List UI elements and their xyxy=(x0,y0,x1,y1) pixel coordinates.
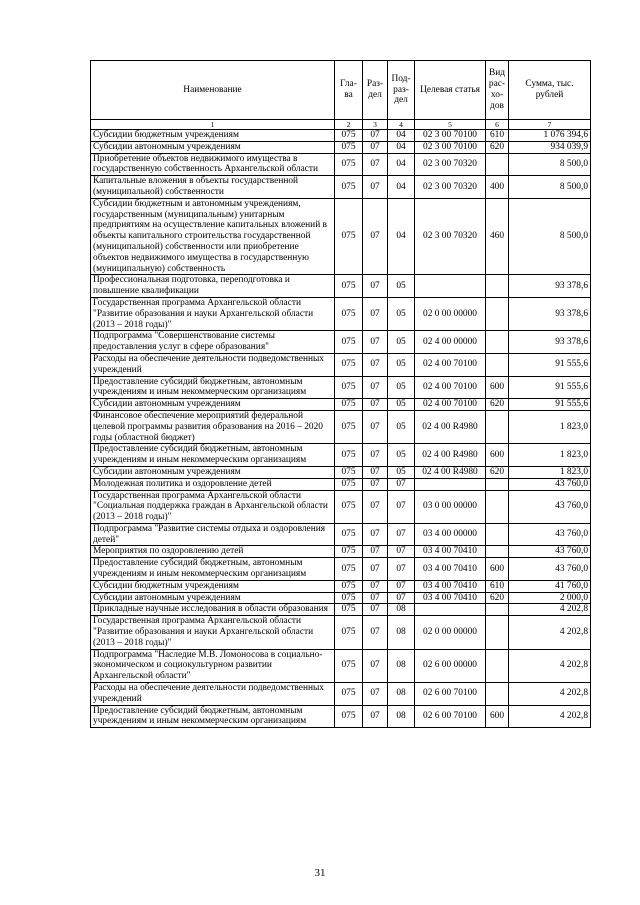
row-podrazdel: 05 xyxy=(388,410,415,443)
table-row xyxy=(91,376,591,399)
row-sum: 43 760,0 xyxy=(509,546,591,558)
header-glava: Гла-ва xyxy=(335,61,363,120)
row-podrazdel: 05 xyxy=(388,466,415,478)
table-row xyxy=(91,523,591,546)
table-row xyxy=(91,580,591,592)
row-razdel: 07 xyxy=(363,466,388,478)
row-name: Субсидии автономным учреждениям xyxy=(91,141,335,153)
row-sum: 1 076 394,6 xyxy=(509,130,591,142)
row-glava: 075 xyxy=(335,153,363,176)
table-row xyxy=(91,275,591,298)
row-name: Субсидии автономным учреждениям xyxy=(91,592,335,604)
row-podrazdel: 08 xyxy=(388,649,415,682)
row-podrazdel: 04 xyxy=(388,176,415,199)
row-razdel: 07 xyxy=(363,490,388,523)
row-code: 02 4 00 R4980 xyxy=(415,410,486,443)
row-vid xyxy=(486,410,509,443)
row-vid xyxy=(486,523,509,546)
row-glava: 075 xyxy=(335,410,363,443)
row-podrazdel: 07 xyxy=(388,523,415,546)
row-code: 03 4 00 70410 xyxy=(415,580,486,592)
row-vid: 610 xyxy=(486,130,509,142)
row-razdel: 07 xyxy=(363,331,388,354)
table-row xyxy=(91,705,591,728)
row-vid: 460 xyxy=(486,198,509,275)
row-sum: 41 760,0 xyxy=(509,580,591,592)
row-vid xyxy=(486,297,509,330)
table-row xyxy=(91,444,591,467)
row-podrazdel: 05 xyxy=(388,353,415,376)
row-sum: 8 500,0 xyxy=(509,176,591,199)
row-code xyxy=(415,275,486,298)
row-razdel: 07 xyxy=(363,546,388,558)
row-razdel: 07 xyxy=(363,616,388,649)
row-vid: 620 xyxy=(486,141,509,153)
page-number: 31 xyxy=(314,867,326,879)
row-name: Прикладные научные исследования в области образования xyxy=(91,604,335,616)
table-row xyxy=(91,297,591,330)
row-name: Предоставление субсидий бюджетным, автономным учреждениям и иным некоммерческим организациям xyxy=(91,558,335,581)
row-podrazdel: 07 xyxy=(388,592,415,604)
row-sum: 43 760,0 xyxy=(509,523,591,546)
row-sum: 93 378,6 xyxy=(509,297,591,330)
table-row xyxy=(91,331,591,354)
row-glava: 075 xyxy=(335,580,363,592)
row-code: 02 4 00 00000 xyxy=(415,331,486,354)
row-name: Предоставление субсидий бюджетным, автономным учреждениям и иным некоммерческим организациям xyxy=(91,444,335,467)
row-sum: 91 555,6 xyxy=(509,399,591,411)
table-row xyxy=(91,490,591,523)
row-glava: 075 xyxy=(335,466,363,478)
header-razdel: Раз-дел xyxy=(363,61,388,120)
row-sum: 934 039,9 xyxy=(509,141,591,153)
row-glava: 075 xyxy=(335,376,363,399)
row-glava: 075 xyxy=(335,546,363,558)
table-row xyxy=(91,130,591,142)
row-razdel: 07 xyxy=(363,275,388,298)
row-podrazdel: 08 xyxy=(388,705,415,728)
row-glava: 075 xyxy=(335,558,363,581)
row-vid xyxy=(486,153,509,176)
header-podrazdel: Под-раз-дел xyxy=(388,61,415,120)
row-podrazdel: 05 xyxy=(388,376,415,399)
row-vid xyxy=(486,353,509,376)
row-glava: 075 xyxy=(335,604,363,616)
row-podrazdel: 07 xyxy=(388,478,415,490)
row-name: Финансовое обеспечение мероприятий федеральной целевой программы развития образования на 2016 – 2020 годы (областной бюджет) xyxy=(91,410,335,443)
table-row xyxy=(91,604,591,616)
row-name: Капитальные вложения в объекты государственной (муниципальной) собственности xyxy=(91,176,335,199)
table-row xyxy=(91,592,591,604)
row-glava: 075 xyxy=(335,444,363,467)
row-name: Государственная программа Архангельской области "Социальная поддержка граждан в Архангельской области (2013 – 2018 годы)" xyxy=(91,490,335,523)
row-razdel: 07 xyxy=(363,580,388,592)
table-body xyxy=(91,130,591,728)
row-razdel: 07 xyxy=(363,649,388,682)
row-name: Субсидии автономным учреждениям xyxy=(91,466,335,478)
table-row xyxy=(91,153,591,176)
row-vid: 610 xyxy=(486,580,509,592)
row-razdel: 07 xyxy=(363,705,388,728)
row-sum: 1 823,0 xyxy=(509,410,591,443)
budget-table xyxy=(90,60,591,728)
row-vid: 620 xyxy=(486,399,509,411)
table-row xyxy=(91,546,591,558)
row-podrazdel: 07 xyxy=(388,546,415,558)
row-glava: 075 xyxy=(335,198,363,275)
row-sum: 2 000,0 xyxy=(509,592,591,604)
row-razdel: 07 xyxy=(363,198,388,275)
row-razdel: 07 xyxy=(363,376,388,399)
row-name: Расходы на обеспечение деятельности подведомственных учреждений xyxy=(91,353,335,376)
column-number: 5 xyxy=(415,120,486,130)
row-name: Субсидии бюджетным учреждениям xyxy=(91,130,335,142)
row-name: Подпрограмма "Совершенствование системы предоставления услуг в сфере образования" xyxy=(91,331,335,354)
row-podrazdel: 08 xyxy=(388,604,415,616)
row-vid xyxy=(486,478,509,490)
row-code: 02 4 00 70100 xyxy=(415,353,486,376)
row-razdel: 07 xyxy=(363,130,388,142)
row-glava: 075 xyxy=(335,331,363,354)
row-glava: 075 xyxy=(335,130,363,142)
table-row xyxy=(91,176,591,199)
row-name: Предоставление субсидий бюджетным, автономным учреждениям и иным некоммерческим организациям xyxy=(91,376,335,399)
header-summa: Сумма, тыс. рублей xyxy=(509,61,591,120)
row-podrazdel: 05 xyxy=(388,297,415,330)
row-vid xyxy=(486,490,509,523)
row-sum: 91 555,6 xyxy=(509,353,591,376)
row-glava: 075 xyxy=(335,176,363,199)
header-row xyxy=(91,61,591,120)
row-code: 02 6 00 70100 xyxy=(415,683,486,706)
row-code: 02 3 00 70320 xyxy=(415,198,486,275)
column-number: 1 xyxy=(91,120,335,130)
row-razdel: 07 xyxy=(363,153,388,176)
row-code: 02 3 00 70320 xyxy=(415,176,486,199)
row-razdel: 07 xyxy=(363,410,388,443)
row-code: 03 4 00 00000 xyxy=(415,523,486,546)
row-vid xyxy=(486,616,509,649)
row-razdel: 07 xyxy=(363,478,388,490)
row-podrazdel: 04 xyxy=(388,130,415,142)
column-number: 7 xyxy=(509,120,591,130)
table-row xyxy=(91,410,591,443)
row-vid xyxy=(486,546,509,558)
row-podrazdel: 05 xyxy=(388,444,415,467)
row-name: Субсидии автономным учреждениям xyxy=(91,399,335,411)
row-vid: 620 xyxy=(486,592,509,604)
row-podrazdel: 04 xyxy=(388,153,415,176)
row-code: 03 4 00 70410 xyxy=(415,558,486,581)
row-razdel: 07 xyxy=(363,141,388,153)
row-sum: 8 500,0 xyxy=(509,198,591,275)
row-code: 02 3 00 70100 xyxy=(415,130,486,142)
row-sum: 8 500,0 xyxy=(509,153,591,176)
row-podrazdel: 04 xyxy=(388,141,415,153)
column-number-row xyxy=(91,120,591,130)
row-podrazdel: 07 xyxy=(388,558,415,581)
row-razdel: 07 xyxy=(363,683,388,706)
row-glava: 075 xyxy=(335,478,363,490)
row-sum: 4 202,8 xyxy=(509,705,591,728)
column-number: 4 xyxy=(388,120,415,130)
table-row xyxy=(91,616,591,649)
row-code: 02 3 00 70320 xyxy=(415,153,486,176)
table-row xyxy=(91,649,591,682)
row-name: Мероприятия по оздоровлению детей xyxy=(91,546,335,558)
header-name: Наименование xyxy=(91,61,335,120)
row-glava: 075 xyxy=(335,523,363,546)
row-podrazdel: 07 xyxy=(388,490,415,523)
row-sum: 4 202,8 xyxy=(509,604,591,616)
row-vid: 600 xyxy=(486,705,509,728)
row-code: 02 4 00 R4980 xyxy=(415,466,486,478)
row-podrazdel: 05 xyxy=(388,399,415,411)
row-razdel: 07 xyxy=(363,592,388,604)
table-row xyxy=(91,198,591,275)
row-code: 02 6 00 00000 xyxy=(415,649,486,682)
row-razdel: 07 xyxy=(363,176,388,199)
row-vid: 620 xyxy=(486,466,509,478)
row-razdel: 07 xyxy=(363,399,388,411)
row-sum: 1 823,0 xyxy=(509,466,591,478)
row-sum: 4 202,8 xyxy=(509,649,591,682)
row-podrazdel: 05 xyxy=(388,331,415,354)
row-name: Молодежная политика и оздоровление детей xyxy=(91,478,335,490)
table-row xyxy=(91,141,591,153)
row-code: 02 3 00 70100 xyxy=(415,141,486,153)
row-glava: 075 xyxy=(335,616,363,649)
row-glava: 075 xyxy=(335,683,363,706)
column-number: 2 xyxy=(335,120,363,130)
table-row xyxy=(91,466,591,478)
row-code xyxy=(415,604,486,616)
row-code xyxy=(415,478,486,490)
row-code: 02 0 00 00000 xyxy=(415,616,486,649)
row-name: Государственная программа Архангельской области "Развитие образования и науки Архангельской области (2013 – 2018 годы)" xyxy=(91,297,335,330)
row-name: Предоставление субсидий бюджетным, автономным учреждениям и иным некоммерческим организациям xyxy=(91,705,335,728)
row-podrazdel: 08 xyxy=(388,616,415,649)
row-vid xyxy=(486,683,509,706)
row-razdel: 07 xyxy=(363,353,388,376)
row-vid xyxy=(486,275,509,298)
row-name: Подпрограмма "Развитие системы отдыха и оздоровления детей" xyxy=(91,523,335,546)
table-row xyxy=(91,478,591,490)
row-glava: 075 xyxy=(335,353,363,376)
row-vid: 600 xyxy=(486,376,509,399)
column-number: 3 xyxy=(363,120,388,130)
header-cel-statya: Целевая статья xyxy=(415,61,486,120)
row-sum: 43 760,0 xyxy=(509,558,591,581)
row-code: 02 4 00 R4980 xyxy=(415,444,486,467)
row-razdel: 07 xyxy=(363,444,388,467)
row-podrazdel: 07 xyxy=(388,580,415,592)
row-glava: 075 xyxy=(335,705,363,728)
row-name: Приобретение объектов недвижимого имущества в государственную собственность Архангельской области xyxy=(91,153,335,176)
row-vid xyxy=(486,604,509,616)
row-glava: 075 xyxy=(335,141,363,153)
row-code: 03 0 00 00000 xyxy=(415,490,486,523)
table-row xyxy=(91,558,591,581)
row-code: 02 4 00 70100 xyxy=(415,376,486,399)
row-vid xyxy=(486,331,509,354)
row-vid xyxy=(486,649,509,682)
row-name: Субсидии бюджетным учреждениям xyxy=(91,580,335,592)
table-row xyxy=(91,399,591,411)
row-glava: 075 xyxy=(335,297,363,330)
table-row xyxy=(91,353,591,376)
row-razdel: 07 xyxy=(363,297,388,330)
row-vid: 600 xyxy=(486,558,509,581)
row-sum: 43 760,0 xyxy=(509,490,591,523)
row-name: Расходы на обеспечение деятельности подведомственных учреждений xyxy=(91,683,335,706)
row-razdel: 07 xyxy=(363,523,388,546)
row-code: 03 4 00 70410 xyxy=(415,592,486,604)
row-name: Профессиональная подготовка, переподготовка и повышение квалификации xyxy=(91,275,335,298)
row-sum: 91 555,6 xyxy=(509,376,591,399)
row-podrazdel: 04 xyxy=(388,198,415,275)
row-code: 02 4 00 70100 xyxy=(415,399,486,411)
row-podrazdel: 05 xyxy=(388,275,415,298)
row-glava: 075 xyxy=(335,275,363,298)
row-sum: 4 202,8 xyxy=(509,683,591,706)
row-sum: 4 202,8 xyxy=(509,616,591,649)
header-vid-rashodov: Вид рас-хо-дов xyxy=(486,61,509,120)
row-name: Подпрограмма "Наследие М.В. Ломоносова в социально-экономическом и социокультурном развитии Архангельской области" xyxy=(91,649,335,682)
row-sum: 93 378,6 xyxy=(509,331,591,354)
row-sum: 43 760,0 xyxy=(509,478,591,490)
row-name: Государственная программа Архангельской области "Развитие образования и науки Архангельской области (2013 – 2018 годы)" xyxy=(91,616,335,649)
row-razdel: 07 xyxy=(363,558,388,581)
row-podrazdel: 08 xyxy=(388,683,415,706)
row-glava: 075 xyxy=(335,592,363,604)
row-code: 02 6 00 70100 xyxy=(415,705,486,728)
column-number: 6 xyxy=(486,120,509,130)
row-razdel: 07 xyxy=(363,604,388,616)
row-glava: 075 xyxy=(335,649,363,682)
row-glava: 075 xyxy=(335,490,363,523)
table-row xyxy=(91,683,591,706)
row-code: 03 4 00 70410 xyxy=(415,546,486,558)
row-name: Субсидии бюджетным и автономным учреждениям, государственным (муниципальным) унитарным предприятиям на осуществление капитальных вложений в объекты капитального строительства государственной (муниципальной) собственности или приобретение объектов недвижимого имущества в государственную (муниципальную) собственность xyxy=(91,198,335,275)
row-glava: 075 xyxy=(335,399,363,411)
row-vid: 400 xyxy=(486,176,509,199)
row-sum: 93 378,6 xyxy=(509,275,591,298)
row-code: 02 0 00 00000 xyxy=(415,297,486,330)
row-vid: 600 xyxy=(486,444,509,467)
row-sum: 1 823,0 xyxy=(509,444,591,467)
